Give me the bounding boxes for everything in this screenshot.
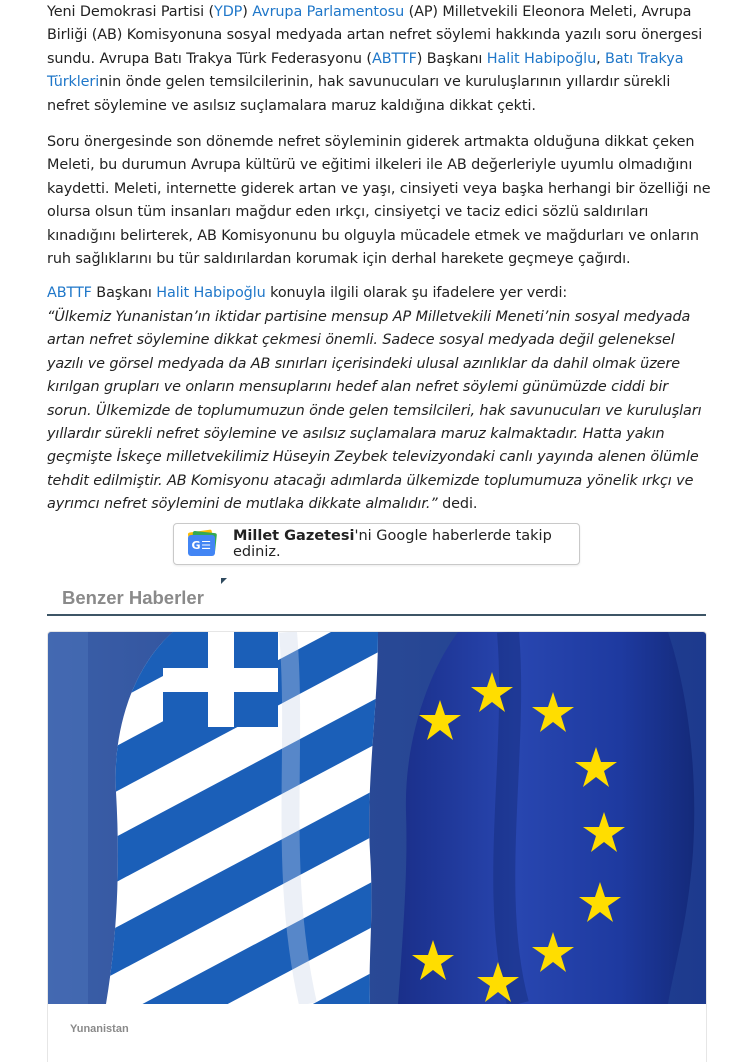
text: ,	[596, 50, 606, 67]
google-news-icon: G☰	[187, 531, 215, 557]
quote-tail: dedi.	[437, 496, 478, 513]
section-divider	[47, 614, 706, 616]
link-avrupa-parlamentosu[interactable]: Avrupa Parlamentosu	[252, 4, 405, 20]
text: ) Başkanı	[416, 50, 487, 67]
link-halit-habipoglu[interactable]: Halit Habipoğlu	[486, 50, 597, 67]
link-bati-trakya-turkleri[interactable]: Batı Trakya Türkleri	[47, 50, 684, 91]
text: Başkanı	[91, 285, 157, 302]
follow-text	[233, 528, 579, 560]
paragraph-1	[47, 1, 712, 118]
paragraph-2: Soru önergesinde son dönemde nefret söyleminin giderek artmakta olduğuna dikkat çeken Meleti, bu durumun Avrupa kültürü ve eğitimi ilkeleri ile AB değerleriyle uyumlu olmadığını kaydetti. Meleti, internette giderek artan ve yaşı, cinsiyeti veya başka herhangi bir özelliği ne olursa olsun tüm insanları mağdur eden ırkçı, cinsiyetçi ve taciz edici sözlü saldırıları kınadığını belirterek, AB Komisyonunu bu olguyla mücadele etmek ve mağdurları ve onların ruh sağlıklarını bu tür saldırılardan korumak için derhal harekete geçmeye çağırdı.	[47, 134, 711, 268]
text: nin önde gelen temsilcilerinin, hak savunucuları ve kuruluşlarının yıllardır sürekli nefret söylemine ve asılsız suçlamalara maruz kaldığına dikkat çekti.	[47, 74, 671, 114]
quote-paragraph	[47, 306, 712, 517]
paragraph-3	[47, 282, 712, 305]
corner-decoration	[221, 578, 227, 584]
google-news-follow-button[interactable]	[173, 523, 580, 565]
related-news-title: Benzer Haberler	[47, 578, 706, 614]
text: Yeni Demokrasi Partisi (	[47, 4, 215, 20]
text: (AP) Milletvekili Eleonora Meleti, Avrupa Birliği (AB) Komisyonuna sosyal medyada artan nefret söylemi hakkında yazılı soru önergesi sundu. Avrupa Batı Trakya Türk Federasyonu (	[47, 4, 703, 67]
link-halit-habipoglu-2[interactable]: Halit Habipoğlu	[156, 285, 266, 302]
quote-text: “Ülkemiz Yunanistan’ın iktidar partisine mensup AP Milletvekili Meneti’nin sosyal medyada artan nefret söylemine dikkat çekmesi önemli. Sadece sosyal medyada değil geleneksel yazılı ve görsel medyada da AB sınırları içerisindeki ulusal azınlıklar da dahil olmak üzere kırılgan grupları ve onların mensuplarını hedef alan nefret söylemi günümüzde ciddi bir sorun. Ülkemizde de toplumumuzun önde gelen temsilcileri, hak savunucuları ve kuruluşları yıllardır sürekli nefret söylemine ve asılsız suçlamalara maruz kalmaktadır. Hatta yakın geçmişte İskeçe milletvekilimiz Hüseyin Zeybek televizyondaki canlı yayında alenen ölümle tehdit edilmiştir. AB Komisyonu atacağı adımlarda ülkemizde toplumumuza yönelik ırkçı ve ayrımcı nefret söylemini de mutlaka dikkate almalıdır.”	[47, 308, 702, 513]
related-news-section	[47, 578, 706, 616]
text: konuyla ilgili olarak şu ifadelere yer verdi:	[265, 285, 568, 302]
link-abttf[interactable]: ABTTF	[371, 50, 417, 67]
greece-eu-flags-image[interactable]	[48, 632, 706, 1004]
card-category[interactable]: Yunanistan	[70, 1023, 129, 1035]
follow-brand: Millet Gazetesi	[232, 528, 355, 544]
link-abttf-2[interactable]: ABTTF	[47, 285, 92, 302]
related-news-card[interactable]	[47, 631, 707, 1062]
follow-rest: 'ni Google haberlerde takip ediniz.	[232, 528, 552, 560]
link-ydp[interactable]: YDP	[214, 4, 243, 20]
article-body	[47, 0, 712, 517]
text: )	[242, 4, 253, 20]
